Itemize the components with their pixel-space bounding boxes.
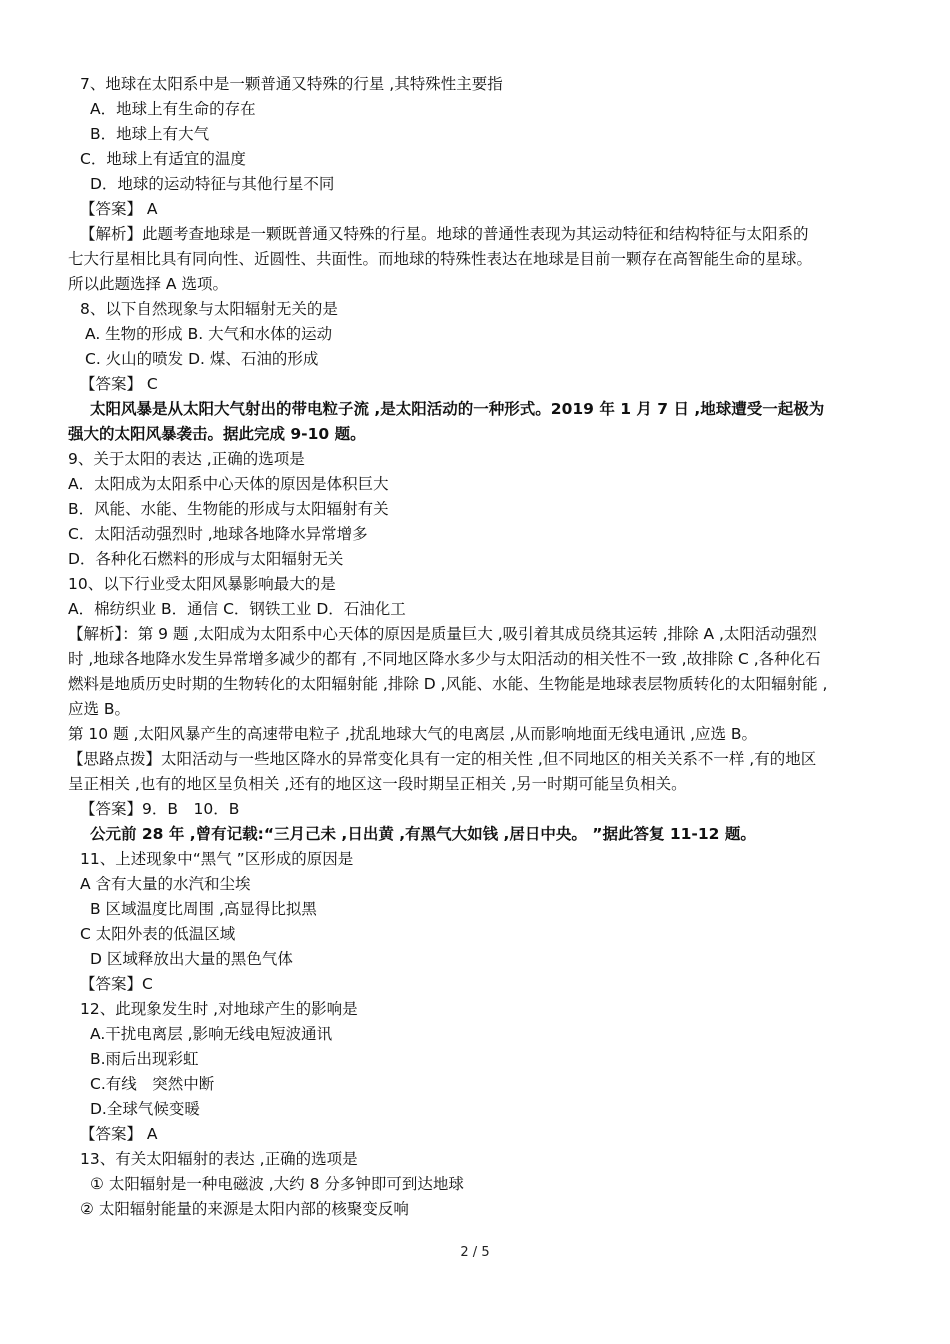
q12-option-a: A.干扰电离层 ,影响无线电短波通讯 bbox=[90, 1025, 333, 1043]
q10-stem: 10、以下行业受太阳风暴影响最大的是 bbox=[68, 575, 336, 593]
q11-option-a: A 含有大量的水汽和尘埃 bbox=[80, 875, 251, 893]
q9-10-answer: 【答案】9．B 10．B bbox=[80, 800, 240, 818]
q9-10-analysis: 时 ,地球各地降水发生异常增多减少的都有 ,不同地区降水多少与太阳活动的相关性不一致 ,故排除 C ,各种化石 bbox=[68, 650, 821, 668]
q8-stem: 8、以下自然现象与太阳辐射无关的是 bbox=[80, 300, 338, 318]
thinking-tip: 呈正相关 ,也有的地区呈负相关 ,还有的地区这一段时期呈正相关 ,另一时期可能呈负相关。 bbox=[68, 775, 687, 793]
q7-answer: 【答案】 A bbox=[80, 200, 158, 218]
q7-analysis: 七大行星相比具有同向性、近圆性、共面性。而地球的特殊性表达在地球是目前一颗存在高智能生命的星球。 bbox=[68, 250, 813, 268]
q7-stem: 7、地球在太阳系中是一颗普通又特殊的行星 ,其特殊性主要指 bbox=[80, 75, 503, 93]
q10-options: A．棉纺织业 B．通信 C．钢铁工业 D．石油化工 bbox=[68, 600, 406, 618]
q9-option-c: C．太阳活动强烈时 ,地球各地降水异常增多 bbox=[68, 525, 368, 543]
q11-option-c: C 太阳外表的低温区域 bbox=[80, 925, 236, 943]
q13-stem: 13、有关太阳辐射的表达 ,正确的选项是 bbox=[80, 1150, 358, 1168]
q7-analysis: 【解析】此题考查地球是一颗既普通又特殊的行星。地球的普通性表现为其运动特征和结构特征与太阳系的 bbox=[80, 225, 809, 243]
q13-item-1: ① 太阳辐射是一种电磁波 ,大约 8 分多钟即可到达地球 bbox=[90, 1175, 464, 1193]
q11-answer: 【答案】C bbox=[80, 975, 153, 993]
q12-option-d: D.全球气候变暖 bbox=[90, 1100, 200, 1118]
q9-option-a: A．太阳成为太阳系中心天体的原因是体积巨大 bbox=[68, 475, 389, 493]
q7-option-c: C．地球上有适宜的温度 bbox=[80, 150, 246, 168]
q11-12-intro: 公元前 28 年 ,曾有记载:“三月己未 ,日出黄 ,有黑气大如钱 ,居日中央。 ”据此答复 11-12 题。 bbox=[90, 825, 756, 843]
q8-options: C. 火山的喷发 D. 煤、石油的形成 bbox=[85, 350, 319, 368]
page-number: 2 / 5 bbox=[460, 1245, 490, 1260]
q9-10-intro: 太阳风暴是从太阳大气射出的带电粒子流 ,是太阳活动的一种形式。2019 年 1 月 7 日 ,地球遭受一起极为 bbox=[90, 400, 825, 418]
q7-option-b: B．地球上有大气 bbox=[90, 125, 210, 143]
q12-stem: 12、此现象发生时 ,对地球产生的影响是 bbox=[80, 1000, 358, 1018]
q12-option-c: C.有线 突然中断 bbox=[90, 1075, 215, 1093]
q12-option-b: B.雨后出现彩虹 bbox=[90, 1050, 199, 1068]
q9-option-d: D．各种化石燃料的形成与太阳辐射无关 bbox=[68, 550, 344, 568]
q9-stem: 9、关于太阳的表达 ,正确的选项是 bbox=[68, 450, 305, 468]
q11-stem: 11、上述现象中“黑气 ”区形成的原因是 bbox=[80, 850, 354, 868]
q8-options: A. 生物的形成 B. 大气和水体的运动 bbox=[85, 325, 333, 343]
q9-10-analysis: 燃料是地质历史时期的生物转化的太阳辐射能 ,排除 D ,风能、水能、生物能是地球表层物质转化的太阳辐射能 , bbox=[68, 675, 828, 693]
q7-option-d: D．地球的运动特征与其他行星不同 bbox=[90, 175, 335, 193]
q9-10-analysis: 【解析】：第 9 题 ,太阳成为太阳系中心天体的原因是质量巨大 ,吸引着其成员绕其运转 ,排除 A ,太阳活动强烈 bbox=[68, 625, 817, 643]
q12-answer: 【答案】 A bbox=[80, 1125, 158, 1143]
q7-option-a: A．地球上有生命的存在 bbox=[90, 100, 256, 118]
q13-item-2: ② 太阳辐射能量的来源是太阳内部的核聚变反响 bbox=[80, 1200, 409, 1218]
q7-analysis: 所以此题选择 A 选项。 bbox=[68, 275, 228, 293]
q11-option-d: D 区域释放出大量的黑色气体 bbox=[90, 950, 293, 968]
q9-10-intro: 强大的太阳风暴袭击。据此完成 9-10 题。 bbox=[68, 425, 366, 443]
q11-option-b: B 区域温度比周围 ,高显得比拟黑 bbox=[90, 900, 317, 918]
thinking-tip: 【思路点拨】太阳活动与一些地区降水的异常变化具有一定的相关性 ,但不同地区的相关关系不一样 ,有的地区 bbox=[68, 750, 817, 768]
q9-option-b: B．风能、水能、生物能的形成与太阳辐射有关 bbox=[68, 500, 389, 518]
q8-answer: 【答案】 C bbox=[80, 375, 158, 393]
q9-10-analysis: 应选 B。 bbox=[68, 700, 131, 718]
q10-analysis: 第 10 题 ,太阳风暴产生的高速带电粒子 ,扰乱地球大气的电离层 ,从而影响地面无线电通讯 ,应选 B。 bbox=[68, 725, 758, 743]
